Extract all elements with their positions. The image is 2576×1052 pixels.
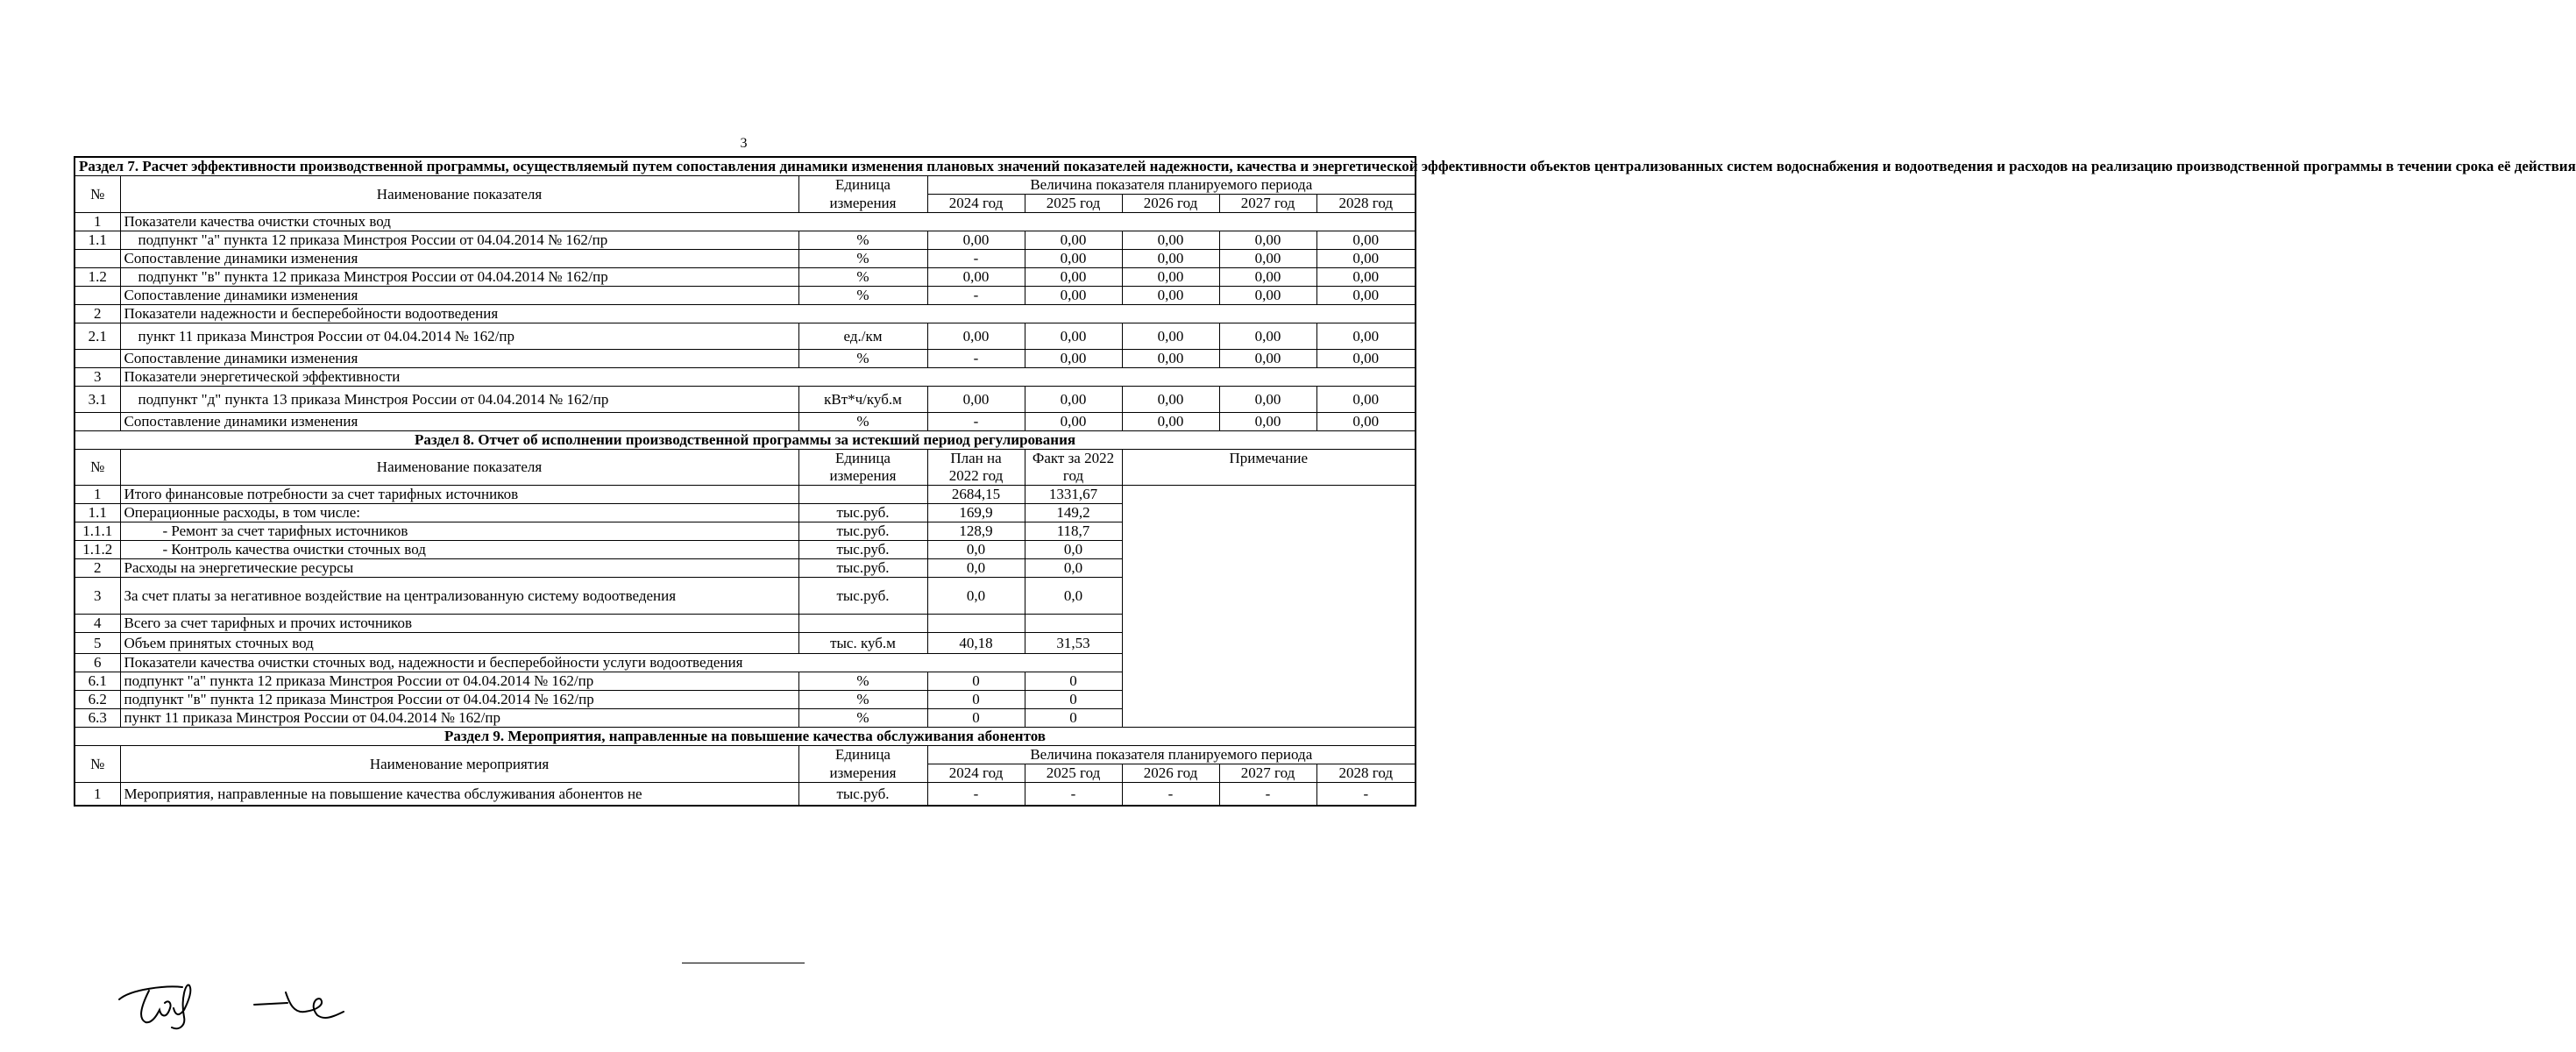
- row-num: 2: [75, 305, 120, 323]
- row-fact: 31,53: [1025, 633, 1122, 654]
- row-value: 0,00: [1025, 250, 1122, 268]
- row-value: 0,00: [1025, 231, 1122, 250]
- row-value: -: [927, 250, 1025, 268]
- row-name: - Контроль качества очистки сточных вод: [120, 541, 798, 559]
- row-plan: 40,18: [927, 633, 1025, 654]
- row-unit: тыс.руб.: [798, 522, 927, 541]
- row-plan: 0,0: [927, 578, 1025, 615]
- row-name: Всего за счет тарифных и прочих источников: [120, 615, 798, 633]
- row-value: 0,00: [1122, 387, 1219, 413]
- row-value: 0,00: [927, 268, 1025, 287]
- row-name: - Ремонт за счет тарифных источников: [120, 522, 798, 541]
- col-unit-header-2: измерения: [798, 467, 927, 486]
- row-name: Сопоставление динамики изменения: [120, 250, 798, 268]
- row-num: [75, 250, 120, 268]
- row-unit: %: [798, 250, 927, 268]
- row-unit: тыс.руб.: [798, 559, 927, 578]
- col-unit-header-2: измерения: [798, 195, 927, 213]
- row-value: 0,00: [927, 323, 1025, 350]
- row-value: 0,00: [927, 231, 1025, 250]
- row-group-name: Показатели надежности и бесперебойности водоотведения: [120, 305, 1416, 323]
- section-7-title-row: [75, 157, 1416, 176]
- row-value: 0,00: [1219, 323, 1316, 350]
- row-value: 0,00: [1219, 231, 1316, 250]
- row-name: пункт 11 приказа Минстроя России от 04.04.2014 № 162/пр: [120, 709, 798, 728]
- year-header: 2024 год: [927, 764, 1025, 783]
- row-plan: 169,9: [927, 504, 1025, 522]
- row-num: 6.2: [75, 691, 120, 709]
- row-value: 0,00: [1025, 350, 1122, 368]
- col-unit-header-2: измерения: [798, 764, 927, 783]
- row-value: 0,00: [1219, 413, 1316, 431]
- row-name: подпункт "а" пункта 12 приказа Минстроя России от 04.04.2014 № 162/пр: [120, 231, 798, 250]
- col-plan-header: План на: [927, 450, 1025, 468]
- row-value: -: [927, 287, 1025, 305]
- row-group-name: Показатели энергетической эффективности: [120, 368, 1416, 387]
- row-unit: [798, 486, 927, 504]
- row-unit: тыс.руб.: [798, 783, 927, 806]
- row-num: [75, 287, 120, 305]
- row-unit: тыс.руб.: [798, 504, 927, 522]
- row-unit: %: [798, 691, 927, 709]
- row-value: 0,00: [1316, 231, 1416, 250]
- row-plan: 0,0: [927, 541, 1025, 559]
- col-unit-header: Единица: [798, 176, 927, 195]
- row-name: Сопоставление динамики изменения: [120, 287, 798, 305]
- row-num: 2.1: [75, 323, 120, 350]
- row-name: пункт 11 приказа Минстроя России от 04.04.2014 № 162/пр: [120, 323, 798, 350]
- row-plan: 0,0: [927, 559, 1025, 578]
- table-row: [75, 783, 1416, 806]
- row-value: 0,00: [1122, 287, 1219, 305]
- row-name: Объем принятых сточных вод: [120, 633, 798, 654]
- row-value: 0,00: [927, 387, 1025, 413]
- row-unit: %: [798, 268, 927, 287]
- row-num: 1: [75, 213, 120, 231]
- row-value: 0,00: [1316, 387, 1416, 413]
- row-num: 1: [75, 783, 120, 806]
- row-value: 0,00: [1122, 231, 1219, 250]
- row-num: [75, 413, 120, 431]
- row-value: 0,00: [1219, 268, 1316, 287]
- row-fact: 0: [1025, 709, 1122, 728]
- row-fact: 0: [1025, 691, 1122, 709]
- row-value: -: [927, 413, 1025, 431]
- row-plan: 0: [927, 691, 1025, 709]
- row-unit: %: [798, 287, 927, 305]
- section-8-title: Раздел 8. Отчет об исполнении производственной программы за истекший период регулирования: [75, 431, 1416, 450]
- row-name: подпункт "д" пункта 13 приказа Минстроя России от 04.04.2014 № 162/пр: [120, 387, 798, 413]
- section-9-title-row: [75, 728, 1416, 746]
- col-num-header: №: [75, 450, 120, 486]
- col-num-header: №: [75, 176, 120, 213]
- row-fact: 0,0: [1025, 559, 1122, 578]
- row-num: 1.1.1: [75, 522, 120, 541]
- row-value: 0,00: [1122, 350, 1219, 368]
- row-unit: тыс.руб.: [798, 578, 927, 615]
- row-name: подпункт "в" пункта 12 приказа Минстроя России от 04.04.2014 № 162/пр: [120, 691, 798, 709]
- row-plan: [927, 615, 1025, 633]
- table-row: [75, 323, 1416, 350]
- table-row: [75, 387, 1416, 413]
- col-num-header: №: [75, 746, 120, 783]
- row-plan: 128,9: [927, 522, 1025, 541]
- year-header: 2024 год: [927, 195, 1025, 213]
- year-header: 2028 год: [1316, 195, 1416, 213]
- row-name: Расходы на энергетические ресурсы: [120, 559, 798, 578]
- row-value: 0,00: [1219, 287, 1316, 305]
- row-unit: %: [798, 709, 927, 728]
- row-unit: %: [798, 231, 927, 250]
- report-table: [74, 156, 2576, 807]
- row-value: 0,00: [1025, 387, 1122, 413]
- row-value: 0,00: [1025, 287, 1122, 305]
- row-value: 0,00: [1316, 287, 1416, 305]
- row-name: Сопоставление динамики изменения: [120, 350, 798, 368]
- table-row: [75, 350, 1416, 368]
- row-value: 0,00: [1316, 323, 1416, 350]
- row-name: Итого финансовые потребности за счет тарифных источников: [120, 486, 798, 504]
- row-unit: %: [798, 672, 927, 691]
- col-name-header: Наименование показателя: [120, 176, 798, 213]
- row-num: 1: [75, 486, 120, 504]
- row-num: 1.2: [75, 268, 120, 287]
- col-unit-header: Единица: [798, 746, 927, 764]
- col-period-header: Величина показателя планируемого периода: [927, 176, 1416, 195]
- row-value: 0,00: [1025, 413, 1122, 431]
- row-value: -: [927, 783, 1025, 806]
- col-fact-header: Факт за 2022: [1025, 450, 1122, 468]
- year-header: 2028 год: [1316, 764, 1416, 783]
- row-unit: ед./км: [798, 323, 927, 350]
- row-value: 0,00: [1316, 350, 1416, 368]
- row-num: 6.1: [75, 672, 120, 691]
- row-num: 3.1: [75, 387, 120, 413]
- row-value: 0,00: [1025, 323, 1122, 350]
- row-name: подпункт "в" пункта 12 приказа Минстроя России от 04.04.2014 № 162/пр: [120, 268, 798, 287]
- row-value: 0,00: [1316, 268, 1416, 287]
- row-value: 0,00: [1316, 413, 1416, 431]
- row-value: 0,00: [1219, 387, 1316, 413]
- row-plan: 0: [927, 709, 1025, 728]
- row-value: 0,00: [1122, 323, 1219, 350]
- row-value: 0,00: [1219, 250, 1316, 268]
- row-fact: [1025, 615, 1122, 633]
- col-name-header: Наименование показателя: [120, 450, 798, 486]
- row-num: 1.1: [75, 231, 120, 250]
- row-fact: 0,0: [1025, 541, 1122, 559]
- row-value: -: [1219, 783, 1316, 806]
- row-num: 3: [75, 578, 120, 615]
- section-7-title: Раздел 7. Расчет эффективности производственной программы, осуществляемый путем сопоставления динамики изменения плановых значений показателей надежности, качества и энергетической эффективности объектов централизованных систем водоснабжения и водоотведения и расходов на реализацию производственной программы в течении срока её действия: [75, 157, 1416, 176]
- row-num: 6.3: [75, 709, 120, 728]
- row-fact: 1331,67: [1025, 486, 1122, 504]
- row-plan: 2684,15: [927, 486, 1025, 504]
- col-unit-header: Единица: [798, 450, 927, 468]
- row-unit: %: [798, 350, 927, 368]
- row-num: 4: [75, 615, 120, 633]
- row-unit: [798, 615, 927, 633]
- col-fact-header-2: год: [1025, 467, 1122, 486]
- row-num: 1.1: [75, 504, 120, 522]
- section-8-header-row: [75, 450, 1416, 468]
- col-period-header: Величина показателя планируемого периода: [927, 746, 1416, 764]
- row-value: -: [1122, 783, 1219, 806]
- note-cell: [1122, 486, 1416, 728]
- year-header: 2026 год: [1122, 195, 1219, 213]
- row-num: 6: [75, 654, 120, 672]
- table-row: [75, 250, 1416, 268]
- row-value: 0,00: [1316, 250, 1416, 268]
- row-value: 0,00: [1219, 350, 1316, 368]
- row-value: 0,00: [1122, 413, 1219, 431]
- row-unit: кВт*ч/куб.м: [798, 387, 927, 413]
- section-9-title: Раздел 9. Мероприятия, направленные на повышение качества обслуживания абонентов: [75, 728, 1416, 746]
- row-fact: 0: [1025, 672, 1122, 691]
- year-header: 2027 год: [1219, 764, 1316, 783]
- row-num: 5: [75, 633, 120, 654]
- row-num: 1.1.2: [75, 541, 120, 559]
- table-row: [75, 231, 1416, 250]
- row-name: Операционные расходы, в том числе:: [120, 504, 798, 522]
- row-value: 0,00: [1122, 268, 1219, 287]
- row-fact: 149,2: [1025, 504, 1122, 522]
- row-unit: %: [798, 413, 927, 431]
- year-header: 2027 год: [1219, 195, 1316, 213]
- handwritten-signature: [114, 973, 351, 1034]
- col-note-header: Примечание: [1122, 450, 1416, 486]
- row-value: 0,00: [1122, 250, 1219, 268]
- year-header: 2026 год: [1122, 764, 1219, 783]
- row-num: 3: [75, 368, 120, 387]
- row-num: 2: [75, 559, 120, 578]
- row-value: 0,00: [1025, 268, 1122, 287]
- row-name: За счет платы за негативное воздействие на централизованную систему водоотведения: [120, 578, 798, 615]
- row-name: Сопоставление динамики изменения: [120, 413, 798, 431]
- row-value: -: [927, 350, 1025, 368]
- table-row: [75, 413, 1416, 431]
- table-row: [75, 486, 1416, 504]
- row-plan: 0: [927, 672, 1025, 691]
- table-row: [75, 268, 1416, 287]
- row-num: [75, 350, 120, 368]
- table-row: [75, 213, 1416, 231]
- table-row: [75, 305, 1416, 323]
- col-name-header: Наименование мероприятия: [120, 746, 798, 783]
- row-fact: 0,0: [1025, 578, 1122, 615]
- col-plan-header-2: 2022 год: [927, 467, 1025, 486]
- table-row: [75, 287, 1416, 305]
- row-value: -: [1316, 783, 1416, 806]
- section-9-header-row: [75, 746, 1416, 764]
- year-header: 2025 год: [1025, 764, 1122, 783]
- row-group-name: Показатели качества очистки сточных вод, надежности и бесперебойности услуги водоотведения: [120, 654, 1122, 672]
- table-row: [75, 368, 1416, 387]
- row-name: подпункт "а" пункта 12 приказа Минстроя России от 04.04.2014 № 162/пр: [120, 672, 798, 691]
- section-7-header-row: [75, 176, 1416, 195]
- row-group-name: Показатели качества очистки сточных вод: [120, 213, 1416, 231]
- row-unit: тыс.руб.: [798, 541, 927, 559]
- section-8-title-row: [75, 431, 1416, 450]
- row-value: -: [1025, 783, 1122, 806]
- row-unit: тыс. куб.м: [798, 633, 927, 654]
- year-header: 2025 год: [1025, 195, 1122, 213]
- row-fact: 118,7: [1025, 522, 1122, 541]
- page-number: 3: [740, 136, 748, 151]
- row-name: Мероприятия, направленные на повышение качества обслуживания абонентов не: [120, 783, 798, 806]
